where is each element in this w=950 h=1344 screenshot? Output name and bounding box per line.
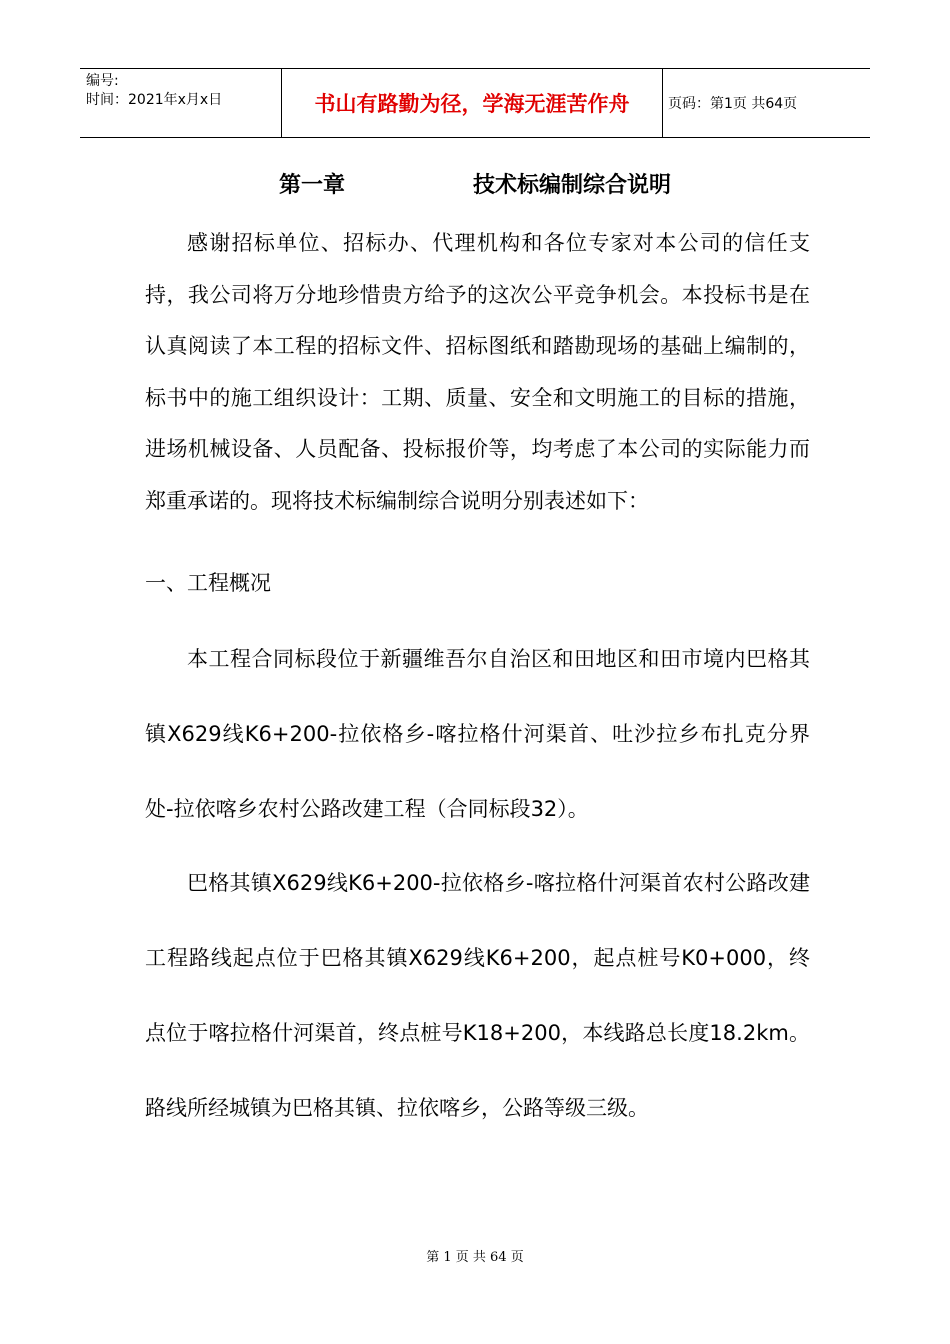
intro-paragraph: 感谢招标单位、招标办、代理机构和各位专家对本公司的信任支持，我公司将万分地珍惜贵方给予的这次公平竞争机会。本投标书是在认真阅读了本工程的招标文件、招标图纸和踏勘现场的基础上编制的，标书中的施工组织设计：工期、质量、安全和文明施工的目标的措施，进场机械设备、人员配备、投标报价等，均考虑了本公司的实际能力而郑重承诺的。现将技术标编制综合说明分别表述如下： [145,231,810,513]
overview-paragraph-1: 本工程合同标段位于新疆维吾尔自治区和田地区和田市境内巴格其镇X629线K6+200-拉依格乡-喀拉格什河渠首、吐沙拉乡布扎克分界处-拉依喀乡农村公路改建工程（合同标段32）。 [145,647,810,821]
document-number-label: 编号: [86,73,119,89]
document-header [80,68,870,138]
chapter-number: 第一章 [278,173,345,198]
chapter-title [0,168,950,199]
header-page-number: 页码：第1页 共64页 [668,96,798,112]
header-motto: 书山有路勤为径，学海无涯苦作舟 [282,69,663,137]
header-meta-cell [80,69,282,137]
overview-paragraph-2: 巴格其镇X629线K6+200-拉依格乡-喀拉格什河渠首农村公路改建工程路线起点位于巴格其镇X629线K6+200，起点桩号K0+000，终点位于喀拉格什河渠首，终点桩号K18+200，本线路总长度18.2km。路线所经城镇为巴格其镇、拉依喀乡，公路等级三级。 [145,871,810,1120]
section-heading: 一、工程概况 [145,571,271,595]
page-footer: 第 1 页 共 64 页 [426,1250,524,1265]
chapter-heading: 技术标编制综合说明 [473,173,672,198]
document-date-label: 时间：2021年x月x日 [86,92,223,108]
